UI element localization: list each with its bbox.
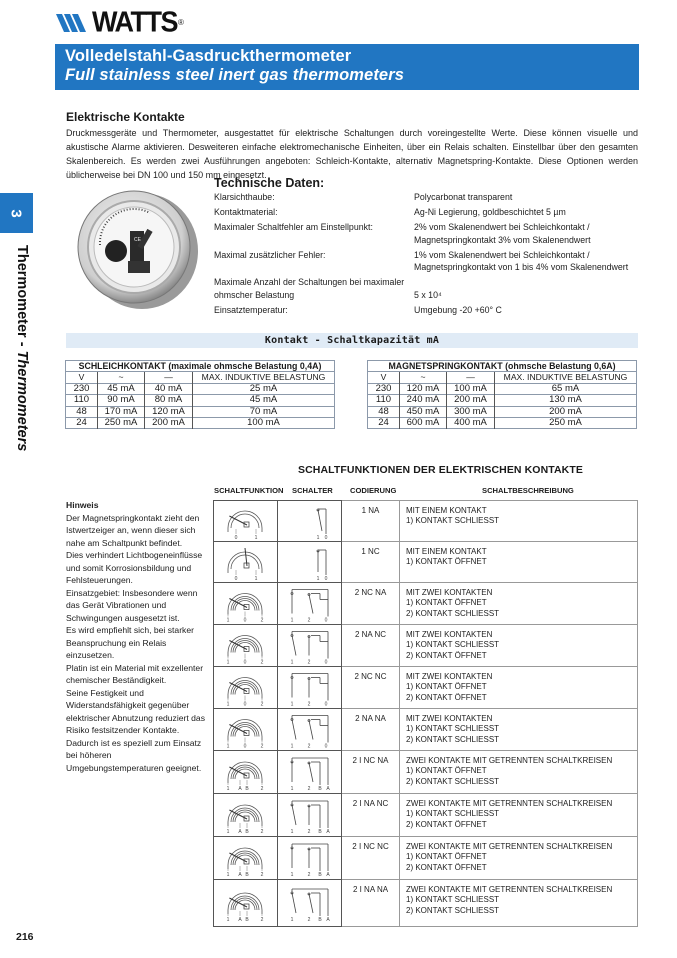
svg-text:A: A [326, 917, 330, 923]
cell: 230 [368, 383, 400, 394]
coding-cell: 1 NC [342, 542, 400, 583]
svg-text:0: 0 [324, 743, 328, 750]
switch-function-cell [214, 880, 278, 927]
svg-text:0: 0 [234, 535, 238, 541]
cell: 300 mA [447, 406, 495, 417]
dial-diagram-icon [214, 709, 277, 750]
description-cell [400, 837, 638, 880]
svg-text:2: 2 [260, 829, 264, 835]
switch-function-cell [214, 709, 278, 751]
switch-function-cell [214, 667, 278, 709]
note-line: Der Magnetspringkontakt zieht den Istwertzeiger an, wenn dieser sich nahe am Schaltpunkt befindet. [66, 512, 200, 548]
note-line: Seine Festigkeit und Widerstandsfähigkeit gegenüber elektrischer Abnutzung reduziert das Risiko festsitzender Kontakte. [66, 687, 206, 735]
coding-cell: 2 NA NC [342, 625, 400, 667]
svg-text:A: A [238, 786, 242, 792]
table-title: MAGNETSPRINGKONTAKT (ohmsche Belastung 0,6A) [388, 361, 616, 371]
column-header-schalter: SCHALTER [292, 486, 333, 495]
column-header: ~ [400, 372, 447, 383]
svg-text:A: A [326, 872, 330, 878]
svg-text:2: 2 [260, 701, 264, 708]
column-header: — [145, 372, 193, 383]
switch-diagram-icon [278, 583, 341, 624]
svg-text:2: 2 [307, 743, 311, 750]
column-header: — [447, 372, 495, 383]
description-line: 1) KONTAKT SCHLIESST [406, 640, 500, 650]
dial-diagram-icon [214, 837, 277, 879]
tech-key: Maximal zusätzlicher Fehler: [214, 249, 326, 260]
svg-text:1: 1 [226, 872, 230, 878]
note-title: Hinweis [66, 500, 99, 510]
tech-row [214, 276, 644, 301]
cell: 45 mA [193, 395, 335, 406]
description-cell [400, 667, 638, 709]
column-header: V [66, 372, 98, 383]
dial-diagram-icon [214, 542, 277, 582]
coding-cell: 2 I NA NA [342, 880, 400, 927]
column-header-codierung: CODIERUNG [350, 486, 397, 495]
svg-text:A: A [238, 872, 242, 878]
svg-text:1: 1 [226, 917, 230, 923]
svg-text:B: B [318, 786, 322, 792]
svg-text:1: 1 [290, 786, 294, 792]
svg-text:0: 0 [324, 617, 328, 624]
tech-row [214, 249, 644, 274]
cell: 400 mA [447, 418, 495, 429]
note-line: Einsatzgebiet: Insbesondere wenn das Gerät Vibrationen und Schwingungen ausgesetzt ist. [66, 587, 198, 623]
cell: 200 mA [495, 406, 637, 417]
svg-text:B: B [245, 829, 249, 835]
technical-data [214, 176, 644, 319]
switch-diagram-icon [278, 751, 341, 793]
svg-text:2: 2 [260, 659, 264, 666]
switch-diagram-icon [278, 625, 341, 666]
svg-text:0: 0 [324, 659, 328, 666]
svg-text:1: 1 [290, 701, 294, 708]
svg-text:1: 1 [226, 786, 230, 792]
switch-diagram-icon [278, 542, 341, 582]
cell: 110 [368, 395, 400, 406]
cell: 250 mA [495, 418, 637, 429]
tech-key: Kontaktmaterial: [214, 207, 278, 217]
description-cell [400, 709, 638, 751]
tech-key: Maximale Anzahl der Schaltungen bei maximaler ohmscher Belastung [214, 277, 405, 300]
tech-row [214, 221, 644, 246]
chapter-label-en: Thermometers [14, 350, 30, 452]
chapter-number: 3 [8, 208, 25, 218]
cell: 200 mA [447, 395, 495, 406]
coding-cell: 2 NC NC [342, 667, 400, 709]
cell: 24 [368, 418, 400, 429]
svg-text:2: 2 [307, 659, 311, 666]
schleichkontakt-table [65, 360, 335, 429]
coding-cell: 2 I NC NC [342, 837, 400, 880]
coding-cell: 1 NA [342, 501, 400, 542]
tech-row [214, 206, 644, 219]
note-line: Platin ist ein Material mit exzellenter chemischer Beständigkeit. [66, 662, 204, 685]
table-row [66, 383, 335, 394]
switch-cell [278, 751, 342, 794]
title-band [55, 44, 639, 90]
svg-text:0: 0 [324, 535, 328, 541]
description-line: 2) KONTAKT ÖFFNET [406, 862, 487, 872]
svg-text:1: 1 [290, 743, 294, 750]
switch-cell [278, 625, 342, 667]
description-line: 1) KONTAKT ÖFFNET [406, 598, 487, 608]
tech-row [214, 191, 644, 204]
magnetspringkontakt-table [367, 360, 637, 429]
description-line: 2) KONTAKT ÖFFNET [406, 692, 487, 702]
svg-text:2: 2 [307, 786, 311, 792]
cell: 65 mA [495, 383, 637, 394]
dial-diagram-icon [214, 625, 277, 666]
table-row [214, 880, 638, 927]
chapter-label [10, 245, 30, 505]
tech-key: Klarsichthaube: [214, 192, 275, 202]
coding-cell: 2 I NA NC [342, 794, 400, 837]
svg-text:1: 1 [316, 535, 320, 541]
svg-text:1: 1 [254, 535, 258, 541]
column-header: V [368, 372, 400, 383]
coding-cell: 2 NC NA [342, 583, 400, 625]
table-title: SCHLEICHKONTAKT (maximale ohmsche Belastung 0,4A) [78, 361, 322, 371]
contact-gauge-photo [70, 183, 200, 313]
table-row [368, 418, 637, 429]
cell: 170 mA [98, 406, 145, 417]
description-line: 2) KONTAKT SCHLIESST [406, 776, 500, 786]
description-line: 1) KONTAKT ÖFFNET [406, 682, 487, 692]
table-row [66, 406, 335, 417]
watts-logo [56, 6, 184, 38]
table-row [214, 794, 638, 837]
cell: 25 mA [193, 383, 335, 394]
cell: 600 mA [400, 418, 447, 429]
description-line: MIT EINEM KONTAKT [406, 547, 487, 556]
note-line: Dies verhindert Lichtbogeneinflüsse und somit Korrosionsbildung und Fehlsteuerungen. [66, 550, 203, 585]
switch-functions-table [213, 500, 638, 927]
table-row [368, 383, 637, 394]
technical-data-heading: Technische Daten: [214, 176, 325, 190]
column-header: MAX. INDUKTIVE BELASTUNG [495, 372, 637, 383]
switch-function-cell [214, 625, 278, 667]
dial-diagram-icon [214, 583, 277, 624]
svg-text:B: B [318, 872, 322, 878]
description-line: MIT ZWEI KONTAKTEN [406, 630, 493, 639]
table-row [66, 418, 335, 429]
switch-functions-title: SCHALTFUNKTIONEN DER ELEKTRISCHEN KONTAKTE [298, 464, 583, 476]
switch-function-cell [214, 794, 278, 837]
registered-mark: ® [177, 17, 184, 27]
dial-diagram-icon [214, 667, 277, 708]
cell: 100 mA [447, 383, 495, 394]
svg-text:2: 2 [307, 701, 311, 708]
description-line: 1) KONTAKT ÖFFNET [406, 852, 487, 862]
description-cell [400, 880, 638, 927]
description-line: 1) KONTAKT SCHLIESST [406, 895, 500, 905]
switch-cell [278, 583, 342, 625]
svg-text:2: 2 [307, 872, 311, 878]
switch-cell [278, 667, 342, 709]
svg-text:B: B [318, 829, 322, 835]
svg-text:2: 2 [260, 786, 264, 792]
switch-cell [278, 542, 342, 583]
cell: 45 mA [98, 383, 145, 394]
switch-function-cell [214, 837, 278, 880]
tech-value: 1% vom Skalenendwert bei Schleichkontakt / Magnetspringkontakt von 1 bis 4% vom Skalenendwert [414, 249, 629, 272]
column-header: ~ [98, 372, 145, 383]
dial-diagram-icon [214, 794, 277, 836]
svg-text:2: 2 [260, 617, 264, 624]
svg-text:A: A [238, 829, 242, 835]
svg-text:1: 1 [290, 617, 294, 624]
description-cell [400, 542, 638, 583]
column-header-schaltfunktion: SCHALTFUNKTION [214, 486, 284, 495]
switch-diagram-icon [278, 501, 341, 541]
tech-key: Maximaler Schaltfehler am Einstellpunkt: [214, 222, 373, 232]
table-row [214, 625, 638, 667]
table-row [214, 837, 638, 880]
watts-stripes-icon [56, 10, 92, 34]
description-line: ZWEI KONTAKTE MIT GETRENNTEN SCHALTKREISEN [406, 756, 613, 765]
cell: 450 mA [400, 406, 447, 417]
svg-text:1: 1 [290, 829, 294, 835]
title-german: Volledelstahl-Gasdruckthermometer [65, 47, 352, 65]
description-line: 1) KONTAKT ÖFFNET [406, 557, 487, 567]
cell: 40 mA [145, 383, 193, 394]
switch-function-cell [214, 751, 278, 794]
description-line: 1) KONTAKT SCHLIESST [406, 516, 500, 526]
dial-diagram-icon [214, 751, 277, 793]
svg-text:B: B [318, 917, 322, 923]
svg-text:2: 2 [260, 917, 264, 923]
description-cell [400, 583, 638, 625]
switch-cell [278, 880, 342, 927]
description-line: MIT EINEM KONTAKT [406, 506, 487, 515]
description-line: 2) KONTAKT ÖFFNET [406, 819, 487, 829]
svg-text:1: 1 [254, 576, 258, 582]
description-line: 2) KONTAKT SCHLIESST [406, 608, 500, 618]
table-row [214, 751, 638, 794]
svg-text:A: A [326, 786, 330, 792]
svg-text:0: 0 [324, 576, 328, 582]
description-line: 2) KONTAKT SCHLIESST [406, 734, 500, 744]
cell: 90 mA [98, 395, 145, 406]
page-number: 216 [16, 931, 34, 943]
cell: 100 mA [193, 418, 335, 429]
svg-text:0: 0 [243, 617, 247, 624]
table-row [214, 709, 638, 751]
svg-text:CE: CE [134, 237, 141, 243]
cell: 70 mA [193, 406, 335, 417]
cell: 24 [66, 418, 98, 429]
svg-text:1: 1 [226, 701, 230, 708]
tech-value: 2% vom Skalenendwert bei Schleichkontakt / Magnetspringkontakt 3% vom Skalenendwert [414, 222, 591, 245]
svg-text:1: 1 [290, 659, 294, 666]
svg-text:B: B [245, 917, 249, 923]
svg-text:B: B [245, 786, 249, 792]
switch-diagram-icon [278, 794, 341, 836]
svg-text:0: 0 [243, 743, 247, 750]
svg-text:1: 1 [316, 576, 320, 582]
cell: 120 mA [400, 383, 447, 394]
svg-text:B: B [245, 872, 249, 878]
table-row [214, 501, 638, 542]
coding-cell: 2 I NC NA [342, 751, 400, 794]
cell: 48 [66, 406, 98, 417]
switch-cell [278, 501, 342, 542]
dial-diagram-icon [214, 501, 277, 541]
svg-text:1: 1 [226, 617, 230, 624]
note-block [66, 499, 211, 774]
description-line: ZWEI KONTAKTE MIT GETRENNTEN SCHALTKREISEN [406, 885, 613, 894]
svg-text:0: 0 [234, 576, 238, 582]
cell: 48 [368, 406, 400, 417]
column-header: MAX. INDUKTIVE BELASTUNG [193, 372, 335, 383]
svg-text:2: 2 [307, 829, 311, 835]
cell: 240 mA [400, 395, 447, 406]
svg-text:0: 0 [243, 659, 247, 666]
switch-function-cell [214, 542, 278, 583]
table-row [368, 395, 637, 406]
description-cell [400, 794, 638, 837]
description-cell [400, 501, 638, 542]
cell: 250 mA [98, 418, 145, 429]
switch-function-cell [214, 583, 278, 625]
description-cell [400, 625, 638, 667]
switch-function-cell [214, 501, 278, 542]
description-line: 1) KONTAKT ÖFFNET [406, 766, 487, 776]
description-line: ZWEI KONTAKTE MIT GETRENNTEN SCHALTKREISEN [406, 842, 613, 851]
table-row [66, 395, 335, 406]
description-line: 2) KONTAKT SCHLIESST [406, 905, 500, 915]
svg-text:A: A [326, 829, 330, 835]
switch-diagram-icon [278, 837, 341, 879]
switch-cell [278, 837, 342, 880]
description-line: 1) KONTAKT SCHLIESST [406, 809, 500, 819]
cell: 130 mA [495, 395, 637, 406]
intro-paragraph: Druckmessgeräte und Thermometer, ausgestattet für elektrische Schaltungen durch voreingestellte Werte. Diese können visuelle und akustische Alarme aktivieren. Desweiteren einfache elektromechanische Einheiten, über ein Relais schalten. Einstellbar über den gesamten Skalenbereich. Es werden zwei Ausführungen angeboten: Schleich-Kontakte, alternativ Magnetspring-Kontakte. Diese Optionen werden üblicherweise bei DN 100 und 150 mm eingesetzt. [66, 128, 638, 180]
table-row [214, 667, 638, 709]
svg-text:2: 2 [260, 872, 264, 878]
tech-row [214, 304, 644, 317]
svg-text:0: 0 [324, 701, 328, 708]
switch-cell [278, 709, 342, 751]
section-heading-elektrische-kontakte: Elektrische Kontakte [66, 110, 185, 124]
description-line: MIT ZWEI KONTAKTEN [406, 672, 493, 681]
svg-text:1: 1 [290, 917, 294, 923]
dial-diagram-icon [214, 880, 277, 926]
column-header-schaltbeschreibung: SCHALTBESCHREIBUNG [482, 486, 574, 495]
note-line: Dadurch ist es speziell zum Einsatz bei höheren Umgebungstemperaturen geeignet. [66, 737, 202, 773]
svg-text:0: 0 [243, 701, 247, 708]
switch-diagram-icon [278, 709, 341, 750]
tech-value: 5 x 10⁴ [414, 289, 442, 300]
svg-text:1: 1 [226, 659, 230, 666]
description-line: MIT ZWEI KONTAKTEN [406, 714, 493, 723]
table-row [368, 406, 637, 417]
svg-text:1: 1 [226, 743, 230, 750]
cell: 230 [66, 383, 98, 394]
svg-text:2: 2 [307, 917, 311, 923]
description-line: 2) KONTAKT ÖFFNET [406, 650, 487, 660]
cell: 200 mA [145, 418, 193, 429]
tech-value: Polycarbonat transparent [414, 192, 513, 202]
coding-cell: 2 NA NA [342, 709, 400, 751]
cell: 110 [66, 395, 98, 406]
table-row [214, 583, 638, 625]
chapter-tab [0, 193, 33, 233]
description-cell [400, 751, 638, 794]
svg-text:1: 1 [290, 872, 294, 878]
description-line: 1) KONTAKT SCHLIESST [406, 724, 500, 734]
tech-value: Ag-Ni Legierung, goldbeschichtet 5 µm [414, 207, 566, 217]
svg-text:1: 1 [226, 829, 230, 835]
note-line: Es wird empfiehlt sich, bei starker Beanspruchung ein Relais einzusetzen. [66, 625, 194, 660]
title-english: Full stainless steel inert gas thermometers [65, 66, 405, 84]
svg-text:2: 2 [307, 617, 311, 624]
svg-text:A: A [238, 917, 242, 923]
switch-diagram-icon [278, 880, 341, 926]
cell: 80 mA [145, 395, 193, 406]
switch-cell [278, 794, 342, 837]
svg-text:2: 2 [260, 743, 264, 750]
cell: 120 mA [145, 406, 193, 417]
tech-value: Umgebung -20 +60° C [414, 304, 502, 315]
description-line: ZWEI KONTAKTE MIT GETRENNTEN SCHALTKREISEN [406, 799, 613, 808]
tech-key: Einsatztemperatur: [214, 304, 288, 315]
brand-name: WATTS [92, 6, 177, 38]
table-row [214, 542, 638, 583]
description-line: MIT ZWEI KONTAKTEN [406, 588, 493, 597]
switching-capacity-band: Kontakt - Schaltkapazität mA [66, 333, 638, 348]
chapter-label-de: Thermometer - [14, 245, 30, 351]
switch-diagram-icon [278, 667, 341, 708]
